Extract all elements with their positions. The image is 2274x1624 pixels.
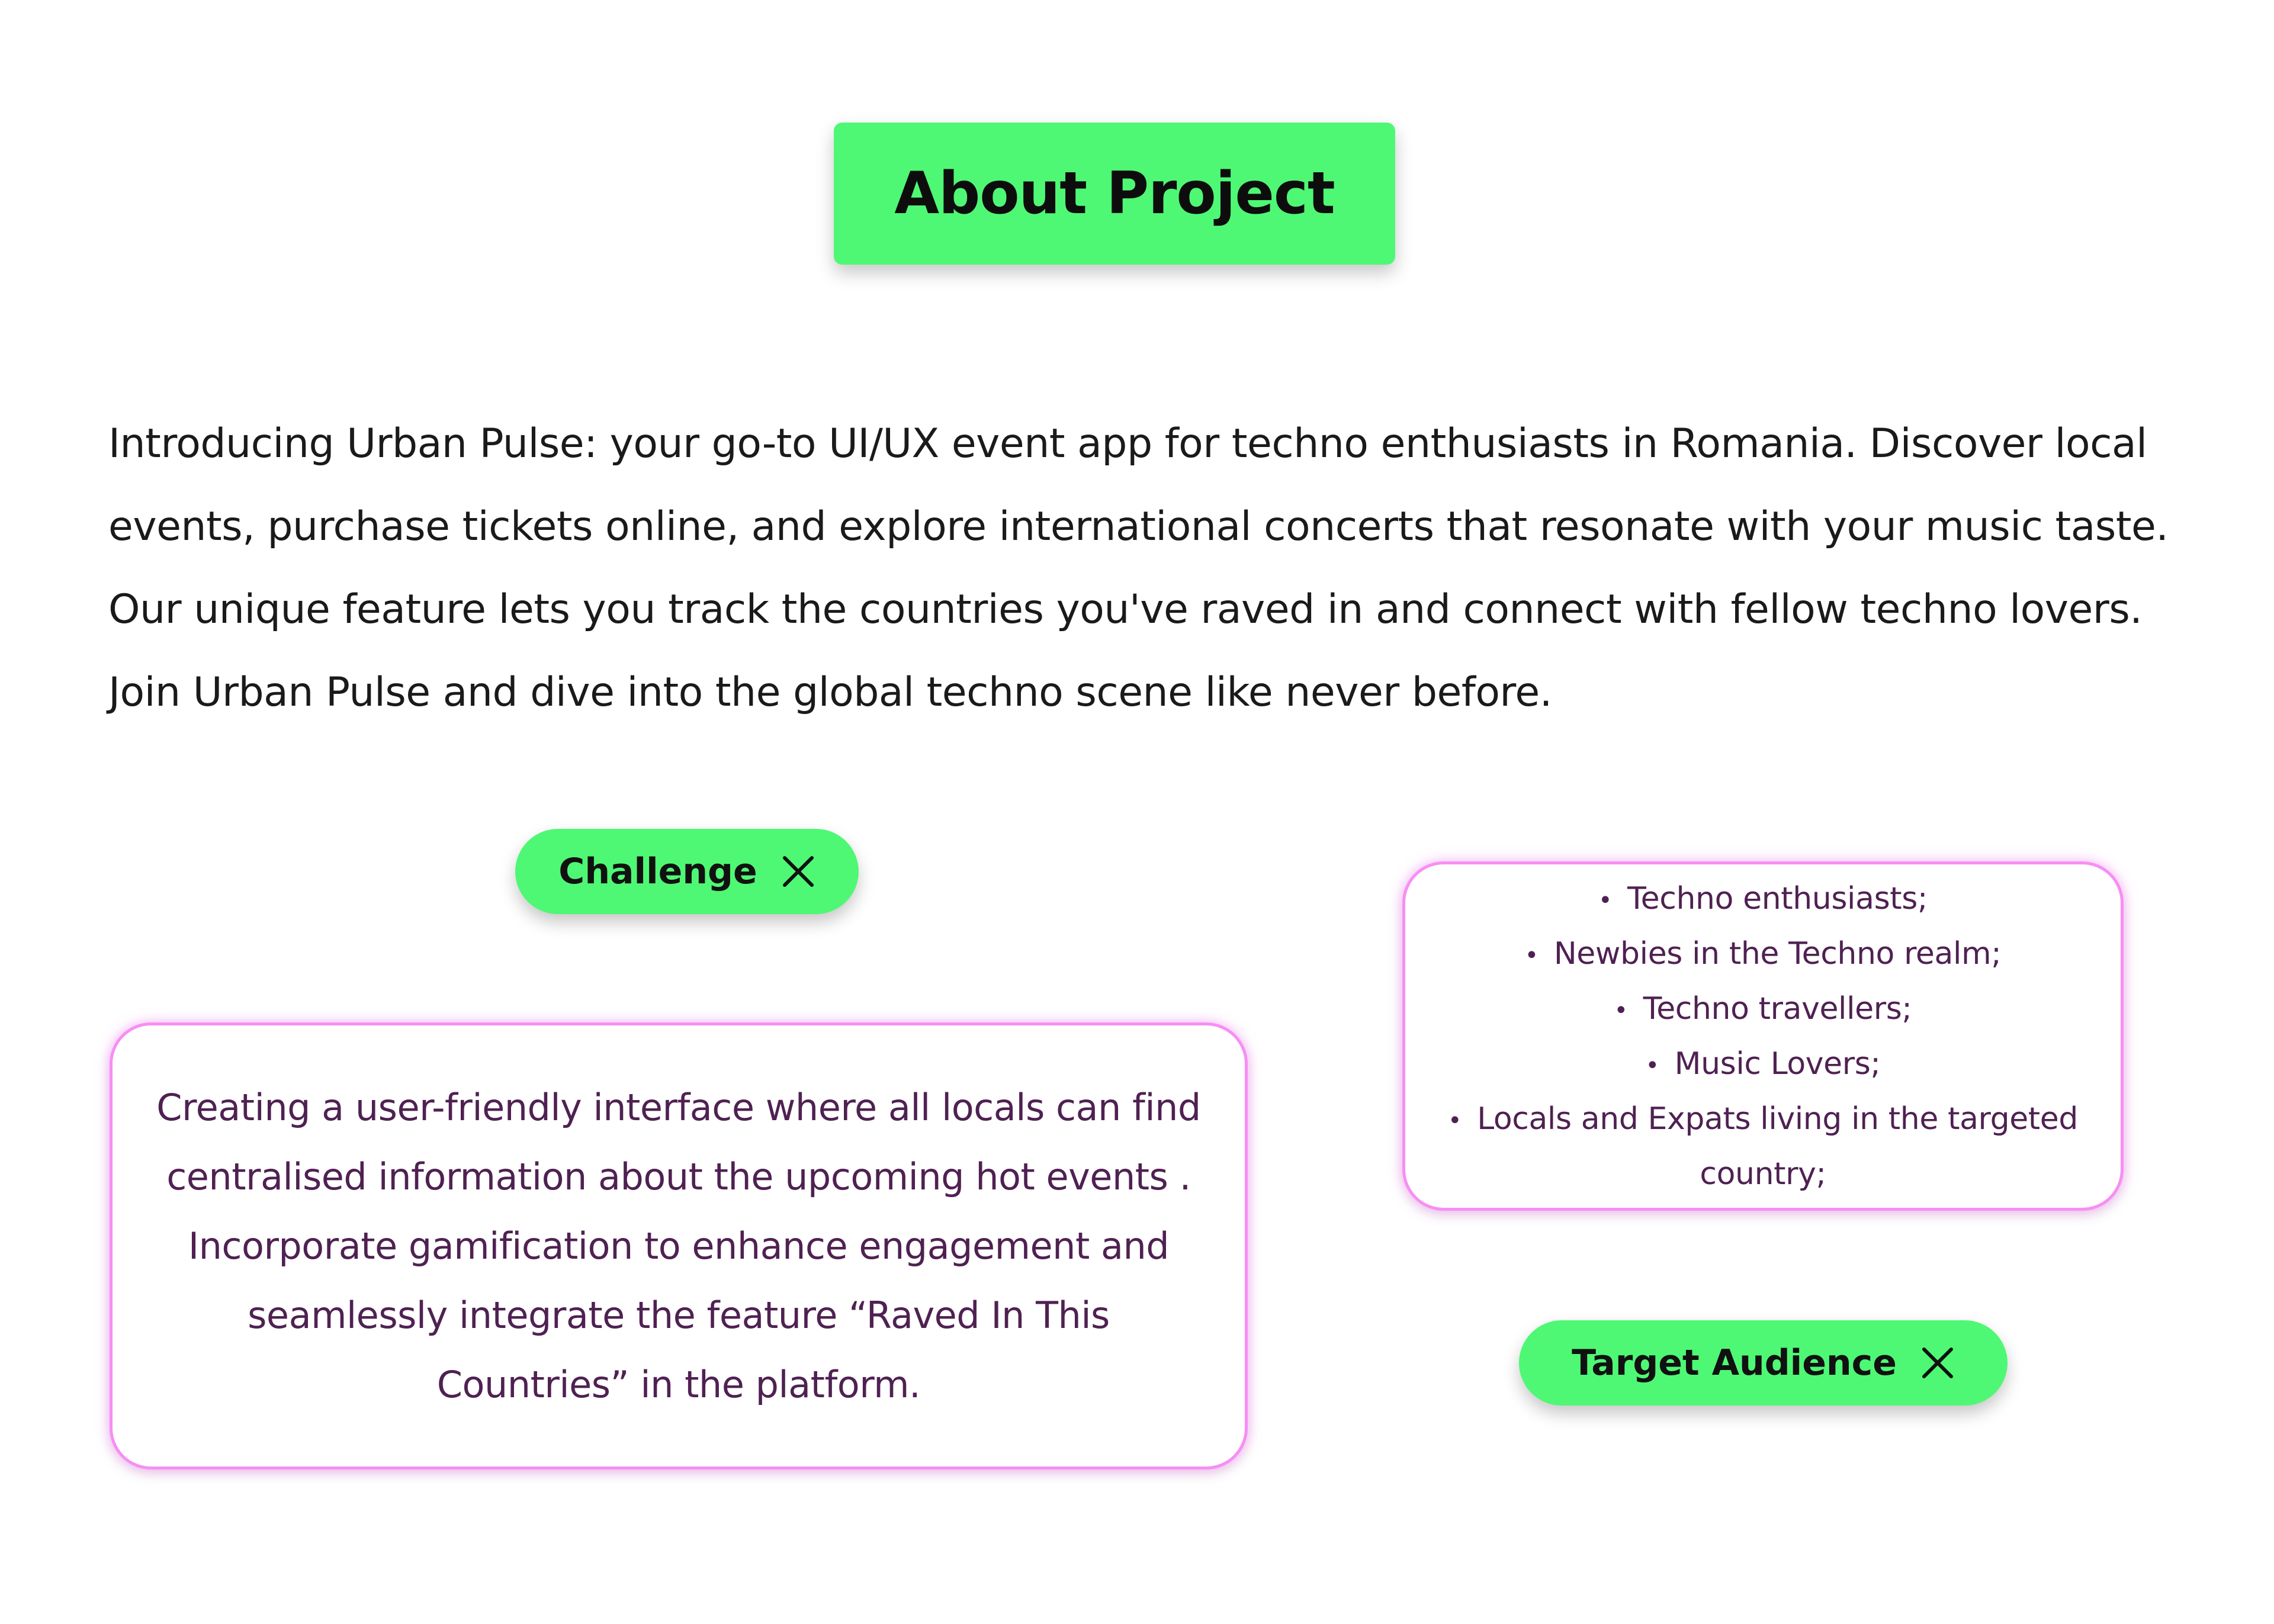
target-audience-list xyxy=(1447,872,2079,1201)
list-item xyxy=(1447,1037,2079,1092)
list-item-label: Locals and Expats living in the targeted country; xyxy=(1477,1101,2078,1192)
challenge-chip[interactable] xyxy=(515,829,859,914)
challenge-text: Creating a user-friendly interface where all locals can find centralised information about the upcoming hot events . Incorporate gamification to enhance engagement and seamlessly integrate the feature “Raved In This Countries” in the platform. xyxy=(156,1086,1201,1406)
close-icon[interactable] xyxy=(781,854,815,889)
list-item xyxy=(1447,927,2079,982)
list-item xyxy=(1447,872,2079,927)
target-audience-chip[interactable] xyxy=(1519,1320,2008,1406)
bullet-icon: • xyxy=(1614,996,1628,1024)
bullet-icon: • xyxy=(1645,1051,1659,1079)
list-item-label: Music Lovers; xyxy=(1674,1046,1881,1082)
about-project-header xyxy=(834,123,1395,265)
bullet-icon: • xyxy=(1524,941,1539,969)
challenge-chip-label: Challenge xyxy=(558,851,757,892)
list-item-label: Newbies in the Techno realm; xyxy=(1553,935,2002,972)
close-icon[interactable] xyxy=(1920,1346,1955,1380)
list-item xyxy=(1447,982,2079,1037)
bullet-icon: • xyxy=(1598,886,1613,914)
page-title: About Project xyxy=(894,160,1335,227)
target-audience-card xyxy=(1402,861,2124,1211)
list-item-label: Techno travellers; xyxy=(1643,991,1912,1027)
challenge-card xyxy=(110,1022,1248,1469)
list-item xyxy=(1447,1092,2079,1201)
target-audience-chip-label: Target Audience xyxy=(1572,1342,1897,1384)
list-item-label: Techno enthusiasts; xyxy=(1627,880,1928,916)
bullet-icon: • xyxy=(1448,1107,1462,1134)
intro-paragraph: Introducing Urban Pulse: your go-to UI/UX event app for techno enthusiasts in Romania. Discover local events, purchase tickets online, and explore international concerts that resonate with your music taste. Our unique feature lets you track the countries you've raved in and connect with fellow techno lovers. Join Urban Pulse and dive into the global techno scene like never before. xyxy=(108,420,2169,716)
